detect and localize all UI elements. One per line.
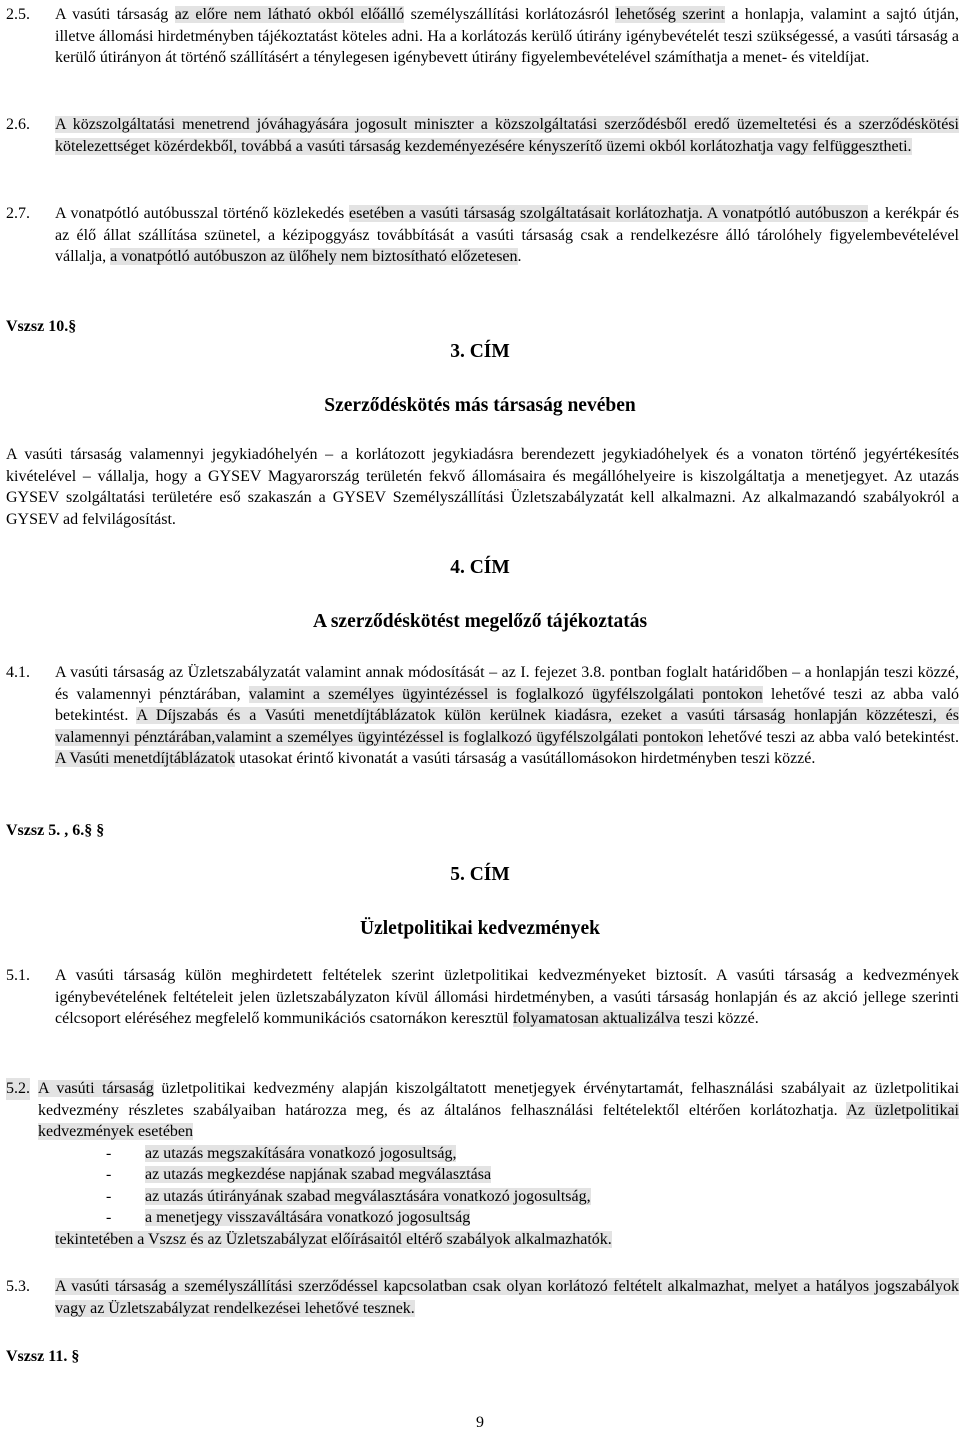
list-item: - az utazás útirányának szabad megválasztására vonatkozó jogosultság, bbox=[106, 1187, 591, 1205]
highlight: az előre nem látható okból előálló bbox=[174, 6, 405, 23]
section-2-5 bbox=[6, 4, 959, 69]
cim-3-title: Szerződéskötés más társaság nevében bbox=[324, 395, 636, 416]
highlight: a vonatpótló autóbuszon az ülőhely nem biztosítható előzetesen bbox=[110, 248, 518, 265]
highlight: folyamatosan aktualizálva bbox=[512, 1010, 681, 1027]
section-sign: § bbox=[96, 822, 105, 839]
cim-3-number: 3. CÍM bbox=[450, 341, 510, 362]
section-2-6 bbox=[6, 114, 959, 157]
highlight: tekintetében a Vszsz és az Üzletszabályzat előírásaitól eltérő szabályok alkalmazhatók. bbox=[55, 1230, 612, 1248]
section-text bbox=[55, 1276, 959, 1319]
section-number: 5.2. bbox=[6, 1078, 30, 1100]
exemption-list bbox=[106, 1143, 959, 1229]
section-5-2 bbox=[6, 1078, 959, 1250]
highlight: lehetőség szerint bbox=[615, 6, 725, 23]
highlight: A vasúti társaság a személyszállítási szerződéssel kapcsolatban csak olyan korlátozó feltételt alkalmazhat, melyet a hatályos jogszabályok vagy az Üzletszabályzat rendelkezései lehetővé tesznek. bbox=[55, 1278, 959, 1317]
section-4-1 bbox=[6, 662, 959, 770]
list-item: - az utazás megszakítására vonatkozó jogosultság, bbox=[106, 1144, 457, 1162]
section-text: A vasúti társaság az Üzletszabályzatát valamint annak módosítását – az I. fejezet 3.8. pontban foglalt határidőben – a honlapján teszi közzé, és valamennyi pénztárában, valamint a személyes ügyintézéssel is foglalkozó ügyfélszolgálati pontokon lehetővé teszi az abba való betekintést. A Díjszabás és a Vasúti menetdíjtáblázatok külön kerülnek kiadásra, ezeket a vasúti társaság honlapján közzéteszi, és valamennyi pénztárában,valamint a személyes ügyintézéssel is foglalkozó ügyfélszolgálati pontokon lehetővé teszi az abba való betekintést. A Vasúti menetdíjtáblázatok utasokat érintő kivonatát a vasúti társaság a vasútállomásokon hirdetményben teszi közzé. bbox=[55, 664, 960, 767]
section-5-1 bbox=[6, 965, 959, 1030]
section-text bbox=[55, 114, 959, 157]
highlight: valamint a személyes ügyintézéssel is foglalkozó ügyfélszolgálati pontokon bbox=[248, 685, 763, 703]
section-text: A vonatpótló autóbusszal történő közlekedés esetében a vasúti társaság szolgáltatásait korlátozhatja. A vonatpótló autóbuszon a kerékpár és az élő állat szállítása szünetel, a kézipoggyász továbbítását a vasúti társaság csak a rendelkezésre álló tárolóhely figyelembevételével vállalja, a vonatpótló autóbuszon az ülőhely nem biztosítható előzetesen. bbox=[55, 205, 960, 265]
cim-4-number: 4. CÍM bbox=[450, 557, 510, 578]
section-number: 4.1. bbox=[6, 664, 30, 681]
cim-3-text: A vasúti társaság valamennyi jegykiadóhelyén – a korlátozott jegykiadásra berendezett jegykiadóhelyek és a vonaton történő jegyértékesítés kivételével – vállalja, hogy a GYSEV Magyarország területén fekvő állomásaira és megállóhelyeire is kiszolgáltatja a menetjegyet. Az utazás GYSEV szolgáltatási területére eső szakaszán a GYSEV Személyszállítási Üzletszabályzatát kell alkalmazni. Az alkalmazandó szabályokról a GYSEV ad felvilágosítást. bbox=[6, 446, 959, 528]
highlight: A közszolgáltatási menetrend jóváhagyására jogosult miniszter a közszolgáltatási szerződésből eredő üzemeltetési és a szerződéskötési kötelezettséget közérdekből, továbbá a vasúti társaság kezdeményezésére kényszerítő üzemi okból korlátozhatja vagy felfüggesztheti. bbox=[55, 116, 959, 155]
highlight: vasúti társaság bbox=[56, 1080, 154, 1097]
exemption-list-container bbox=[106, 1143, 959, 1229]
cim-5-number: 5. CÍM bbox=[450, 864, 510, 885]
highlight: A Díjszabás és a Vasúti menetdíjtáblázatok külön kerülnek kiadásra, ezeket a vasúti társaság honlapján közzéteszi, és valamennyi pénztárában,valamint a személyes ügyintézéssel is foglalkozó ügyfélszolgálati pontokon bbox=[55, 707, 959, 746]
vszsz-11-reference: Vszsz 11. § bbox=[6, 1348, 80, 1365]
section-number: 5.3. bbox=[6, 1278, 30, 1295]
section-number: 5.1. bbox=[6, 967, 30, 984]
section-number: 2.7. bbox=[6, 205, 30, 222]
section-sign: § bbox=[71, 1348, 80, 1365]
vszsz-10-reference: Vszsz 10.§ bbox=[6, 318, 77, 335]
section-text: A vasúti társaság külön meghirdetett feltételek szerint üzletpolitikai kedvezményeket biztosít. A vasúti társaság a kedvezmények igénybevételének feltételeit jelen üzletszabályzaton kívül állomási hirdetményben, a vasúti társaság honlapján és az akció jellege szerinti célcsoport eléréséhez megfelelő kommunikációs csatornákon keresztül folyamatosan aktualizálva teszi közzé. bbox=[55, 967, 959, 1027]
highlight: Az üzletpolitikai kedvezmények esetében bbox=[38, 1101, 960, 1140]
section-text: A vasúti társaság üzletpolitikai kedvezmény alapján kiszolgáltatott menetjegyek érvénytartamát, felhasználási szabályait az üzletpolitikai kedvezmény részletes szabályaiban határozza meg, és az általános felhasználási feltételektől eltérően korlátozhatja. Az üzletpolitikai kedvezmények esetében bbox=[38, 1080, 960, 1140]
cim-5-title: Üzletpolitikai kedvezmények bbox=[360, 918, 600, 939]
vszsz-5-6-reference: Vszsz 5. , 6.§ § bbox=[6, 822, 105, 839]
highlight: esetében a vasúti társaság szolgáltatásait korlátozhatja. A vonatpótló autóbuszon bbox=[349, 205, 869, 222]
list-item: - az utazás megkezdése napjának szabad megválasztása bbox=[106, 1166, 492, 1183]
list-item: - a menetjegy visszaváltására vonatkozó jogosultság bbox=[106, 1209, 471, 1226]
section-closing bbox=[55, 1229, 959, 1251]
section-number: 2.5. bbox=[6, 6, 30, 23]
section-text: A vasúti társaság az előre nem látható okból előálló személyszállítási korlátozásról lehetőség szerint a honlapja, valamint a sajtó útján, illetve állomási hirdetményben tájékoztatást köteles adni. Ha a korlátozás kerülő útirány igénybevételét teszi szükségessé, a vasúti társaság a kerülő útirányon át történő szállításért a ténylegesen igénybevett útirány figyelembevételével számíthatja a menet- és viteldíjat. bbox=[55, 6, 960, 66]
highlight: A Vasúti menetdíjtáblázatok bbox=[55, 750, 236, 767]
cim-4-title: A szerződéskötést megelőző tájékoztatás bbox=[312, 611, 648, 632]
section-number: 2.6. bbox=[6, 116, 30, 133]
section-5-3 bbox=[6, 1276, 959, 1319]
section-sign: § bbox=[84, 822, 93, 839]
page-number: 9 bbox=[476, 1414, 484, 1431]
section-sign: § bbox=[68, 318, 77, 335]
section-2-7 bbox=[6, 203, 959, 268]
